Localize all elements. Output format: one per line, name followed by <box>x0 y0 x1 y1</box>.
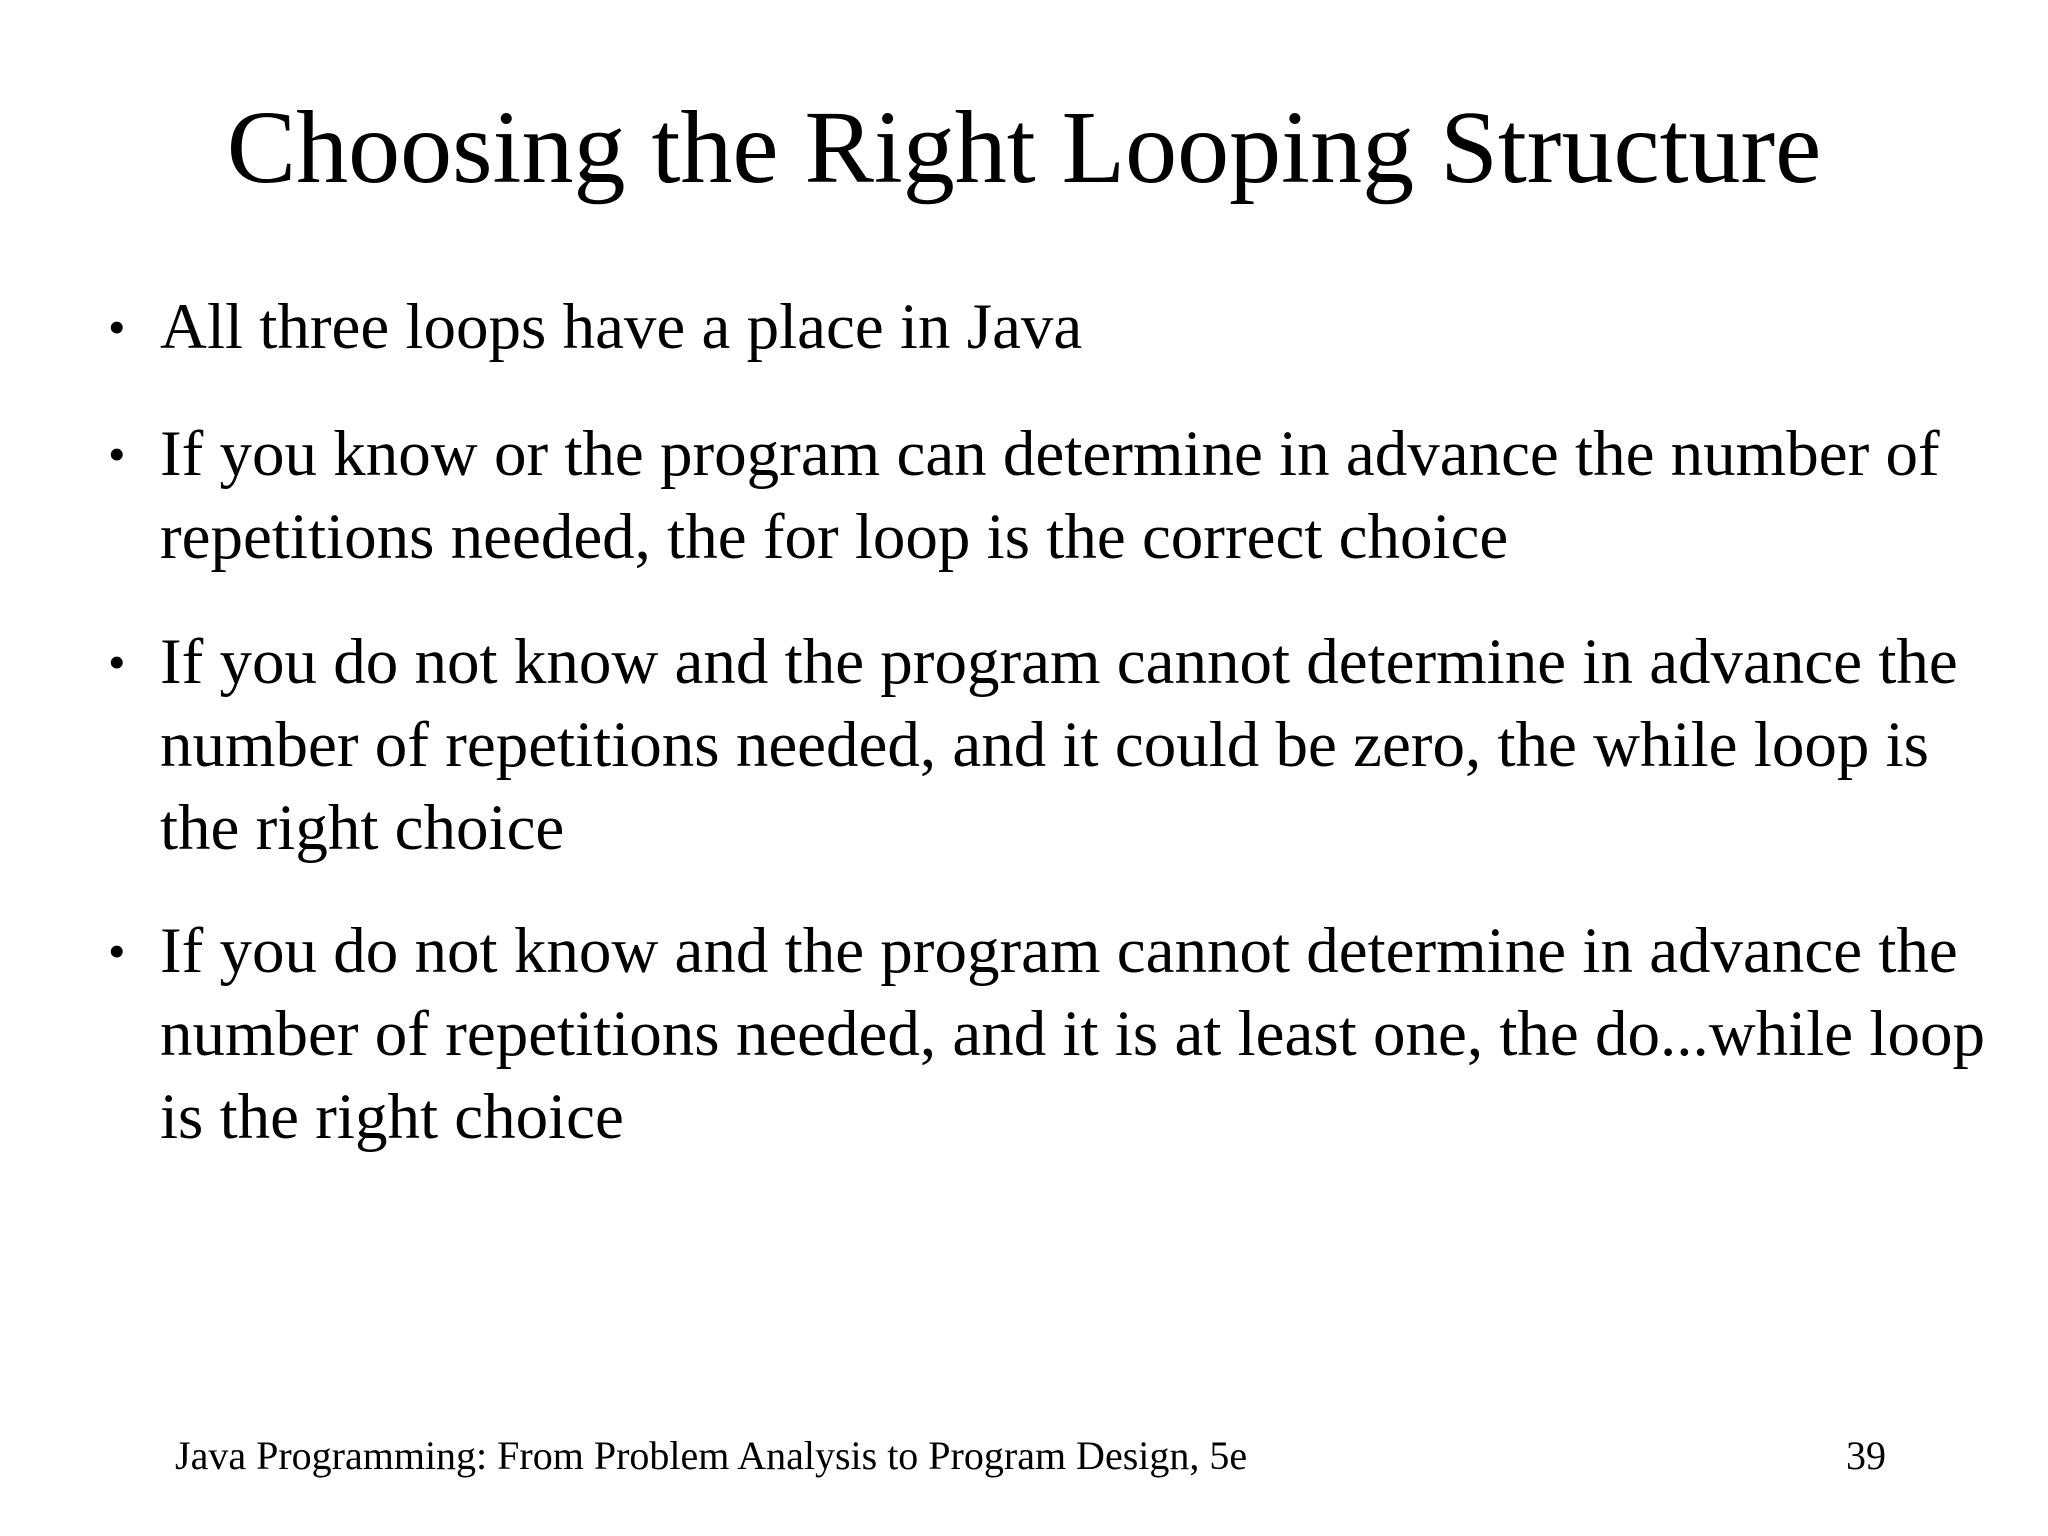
footer-book-title: Java Programming: From Problem Analysis to Program Design, 5e <box>175 1433 1248 1478</box>
bullet-list <box>108 286 2008 1159</box>
bullet-item <box>108 621 2008 870</box>
bullet-item <box>108 910 2008 1159</box>
bullet-dot-icon: • <box>108 923 126 979</box>
page-number: 39 <box>1846 1433 1886 1478</box>
slide-title: Choosing the Right Looping Structure <box>226 90 1822 205</box>
bullet-text: If you do not know and the program cannot determine in advance the number of repetitions needed, and it is at least one, the do...while loop is the right choice <box>160 915 1985 1153</box>
bullet-dot-icon: • <box>108 426 126 482</box>
bullet-dot-icon: • <box>108 634 126 690</box>
bullet-text: If you do not know and the program cannot determine in advance the number of repetitions needed, and it could be zero, the while loop is the right choice <box>160 626 1958 864</box>
bullet-text: All three loops have a place in Java <box>160 291 1083 363</box>
bullet-text: If you know or the program can determine in advance the number of repetitions needed, the for loop is the correct choice <box>160 418 1940 573</box>
bullet-dot-icon: • <box>108 299 126 355</box>
bullet-item <box>108 286 2008 369</box>
bullet-item <box>108 413 2008 579</box>
